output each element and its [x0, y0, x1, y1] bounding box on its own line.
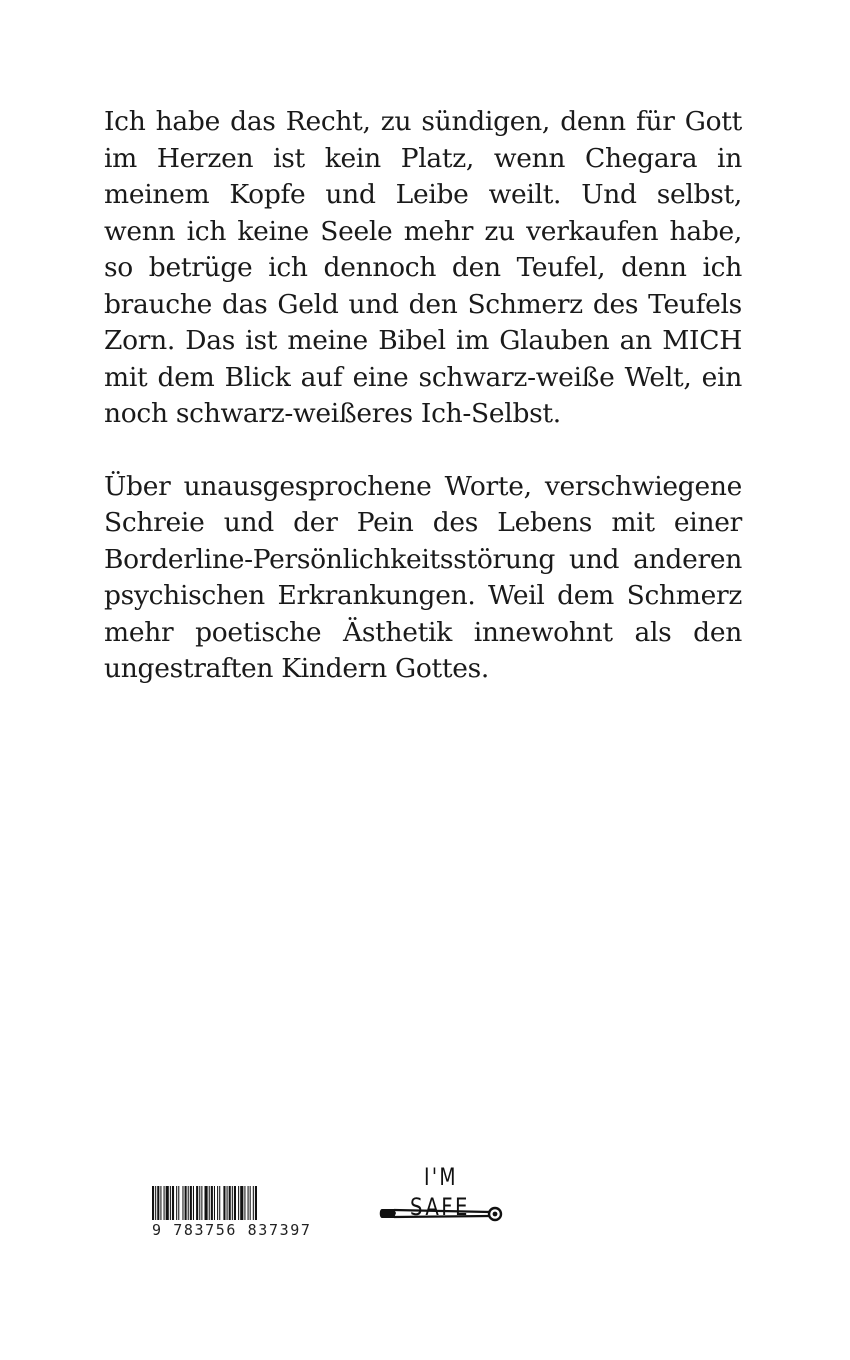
safety-pin-icon — [378, 1201, 506, 1227]
barcode-bar — [253, 1186, 254, 1220]
barcode-bar — [227, 1186, 228, 1220]
barcode-bar — [176, 1186, 177, 1220]
barcode-bar — [170, 1186, 171, 1220]
barcode-bar — [255, 1186, 257, 1220]
barcode-bar — [248, 1186, 249, 1220]
barcode-bar — [157, 1186, 159, 1220]
barcode-bar — [205, 1186, 208, 1220]
blurb-paragraph-1: Ich habe das Recht, zu sündigen, denn für Gott im Herzen ist kein Platz, wenn Chegara in meinem Kopfe und Leibe weilt. Und selbst, wenn ich keine Seele mehr zu verkaufen habe, so betrüge ich dennoch den Teufel, denn ich brauche das Geld und den Schmerz des Teufels Zorn. Das ist meine Bibel im Glauben an MICH mit dem Blick auf eine schwarz-weiße Welt, ein noch schwarz-weißeres Ich-Selbst. — [104, 106, 742, 429]
barcode-bar — [188, 1186, 189, 1220]
barcode-bar — [199, 1186, 200, 1220]
barcode-bar — [232, 1186, 233, 1220]
barcode-bar — [219, 1186, 220, 1220]
barcode-bar — [217, 1186, 218, 1220]
barcode-bar — [182, 1186, 183, 1220]
barcode-bars — [152, 1186, 330, 1220]
barcode-bar — [244, 1186, 245, 1220]
barcode-bar — [211, 1186, 213, 1220]
barcode-bar — [190, 1186, 192, 1220]
barcode-bar — [193, 1186, 194, 1220]
barcode-bar — [160, 1186, 161, 1220]
barcode-bar — [196, 1186, 198, 1220]
isbn-barcode — [152, 1186, 330, 1242]
barcode-bar — [234, 1186, 236, 1220]
isbn-number: 9 783756 837397 — [152, 1221, 312, 1239]
barcode-bar — [166, 1186, 169, 1220]
barcode-bar — [164, 1186, 165, 1220]
back-cover-text — [104, 104, 742, 688]
barcode-bar — [214, 1186, 215, 1220]
logo-text-line1: I'M — [424, 1163, 458, 1191]
barcode-bar — [185, 1186, 187, 1220]
barcode-bar — [201, 1186, 202, 1220]
barcode-bar — [178, 1186, 179, 1220]
barcode-bar — [223, 1186, 225, 1220]
barcode-bar — [152, 1186, 154, 1220]
barcode-bar — [250, 1186, 251, 1220]
barcode-bar — [155, 1186, 156, 1220]
barcode-bar — [209, 1186, 210, 1220]
barcode-bar — [172, 1186, 174, 1220]
barcode-bar — [238, 1186, 239, 1220]
barcode-bar — [240, 1186, 243, 1220]
logo-text-line2: SAFE — [410, 1193, 470, 1221]
publisher-logo — [378, 1163, 508, 1235]
barcode-bar — [229, 1186, 231, 1220]
blurb-paragraph-2: Über unausgesprochene Worte, verschwiegene Schreie und der Pein des Lebens mit einer Borderline-Persönlichkeitsstörung und anderen psychischen Erkrankungen. Weil dem Schmerz mehr poetische Ästhetik innewohnt als den ungestraften Kindern Gottes. — [104, 470, 742, 684]
